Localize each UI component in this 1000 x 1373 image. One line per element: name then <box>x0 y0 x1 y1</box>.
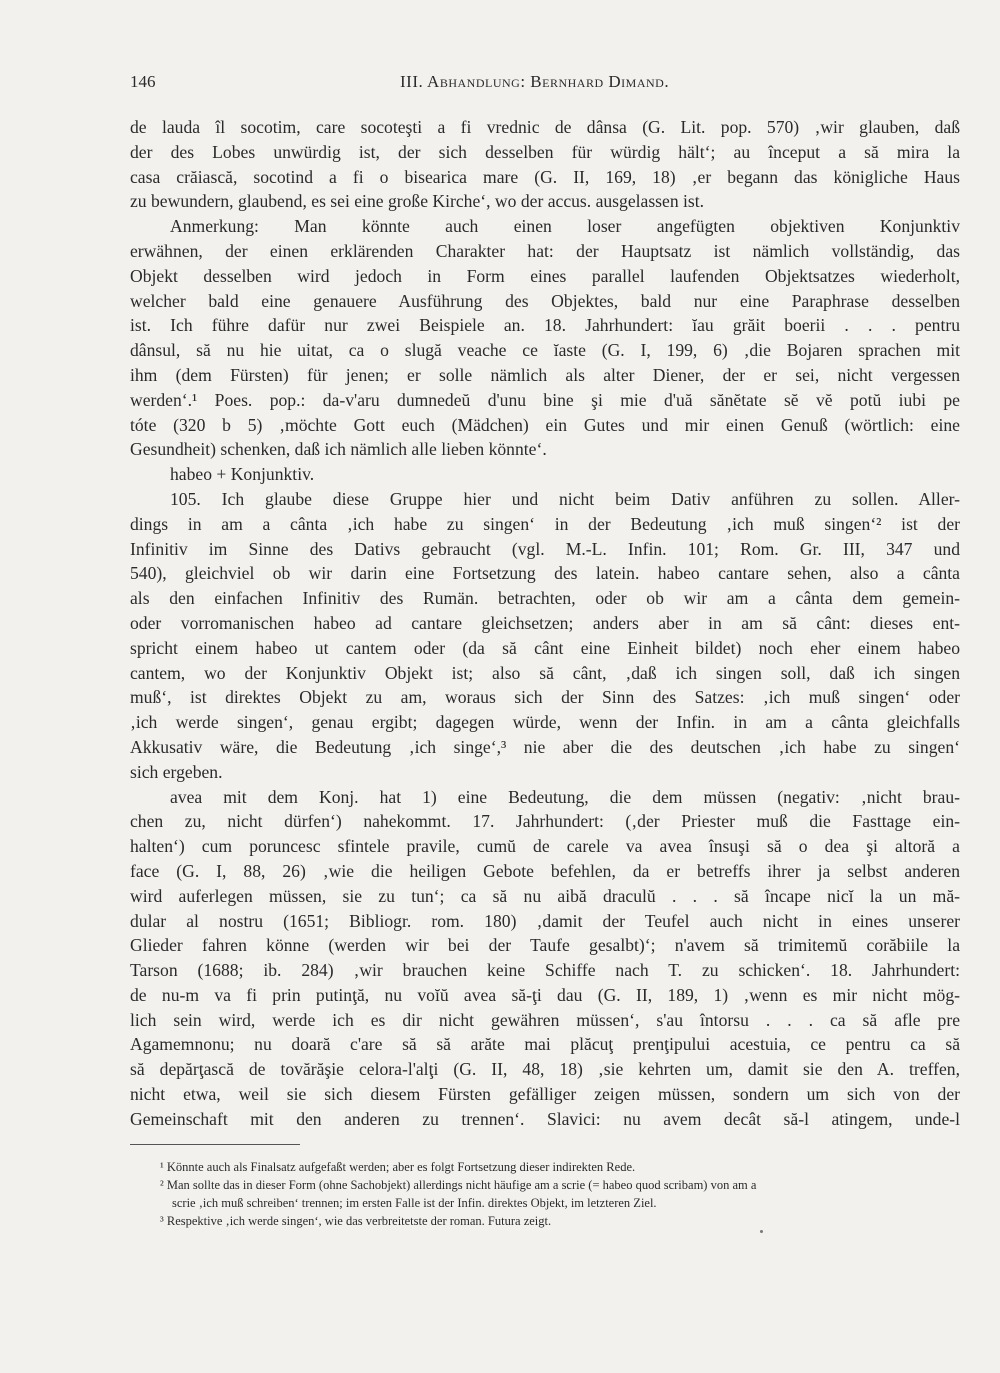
text-line: der des Lobes unwürdig ist, der sich desselben für würdig hält‘; au început a să mira la <box>130 141 960 162</box>
text-line: halten‘) cum poruncesc sfintele pravile, cumŭ de carele va avea însuşi să o dea şi altoră a <box>130 836 960 857</box>
text-line: Akkusativ wäre, die Bedeutung ‚ich singe‘,³ nie aber die des deutschen ‚ich habe zu singen‘ <box>130 736 960 757</box>
footnote-1: ¹ Könnte auch als Finalsatz aufgefaßt werden; aber es folgt Fortsetzung dieser indirekten Rede. <box>160 1160 636 1174</box>
text-line: 540), gleichviel ob wir darin eine Fortsetzung des latein. habeo cantare sehen, also a cânta <box>130 563 960 584</box>
footnote-2: ² Man sollte das in dieser Form (ohne Sachobjekt) allerdings nicht häufige am a scrie (= habeo quod scribam) von am a <box>160 1178 757 1192</box>
text-line: dular al nostru (1651; Bibliogr. rom. 180) ‚damit der Teufel auch nicht in eines unserer <box>130 910 960 931</box>
ink-speck <box>760 1230 763 1233</box>
text-line: als den einfachen Infinitiv des Rumän. betrachten, oder ob wir am a cânta dem gemein- <box>130 588 960 609</box>
section-heading: habeo + Konjunktiv. <box>170 464 315 485</box>
page-header <box>130 72 960 98</box>
text-line: lich sein wird, werde ich es dir nicht gewähren müssen‘, s'au întorsu . . . ca să afle pre <box>130 1009 960 1030</box>
text-line: Agamemnonu; nu doară c'are să să arăte mai plăcuţ prenţipului acestuia, ce pentru ca să <box>130 1034 960 1055</box>
text-line: Infinitiv im Sinne des Dativs gebraucht (vgl. M.-L. Infin. 101; Rom. Gr. III, 347 und <box>130 538 960 559</box>
text-line: nicht etwa, weil sie sich diesem Fürsten gefälliger zeigen müssen, sondern um sich von der <box>130 1084 960 1105</box>
text-line: ihm (dem Fürsten) für jenen; er solle nämlich als alter Diener, der er sei, nicht vergessen <box>130 364 960 385</box>
body-text <box>130 115 960 1132</box>
text-line: să depărţască de tovărăşie celora-l'alţi (G. II, 48, 18) ‚sie kehrten um, damit sie den A. treffen, <box>130 1059 960 1080</box>
text-line: muß‘, ist direktes Objekt zu am, woraus sich der Sinn des Satzes: ‚ich muß singen‘ oder <box>130 687 960 708</box>
text-line: face (G. I, 88, 26) ‚wie die heiligen Gebote befehlen, da er betreffs ihrer ja selbst anderen <box>130 860 960 881</box>
text-line: dânsul, să nu hie uitat, ca o slugă veache ce ĭaste (G. I, 199, 6) ‚die Bojaren sprachen mit <box>130 340 960 361</box>
text-line: avea mit dem Konj. hat 1) eine Bedeutung, die dem müssen (negativ: ‚nicht brau- <box>170 786 960 807</box>
text-line: Anmerkung: Man könnte auch einen loser angefügten objektiven Konjunktiv <box>170 216 960 237</box>
text-line: werden‘.¹ Poes. pop.: da-v'aru dumnedeŭ d'unu bine şi mie d'uă sănĕtate sĕ vĕ potŭ iubi pe <box>130 389 960 410</box>
text-line: sich ergeben. <box>130 761 223 782</box>
text-line: dings in am a cânta ‚ich habe zu singen‘ in der Bedeutung ‚ich muß singen‘² ist der <box>130 513 960 534</box>
text-line: 105. Ich glaube diese Gruppe hier und nicht beim Dativ anführen zu sollen. Aller- <box>170 488 960 509</box>
text-line: de lauda îl socotim, care socoteşti a fi vrednic de dânsa (G. Lit. pop. 570) ‚wir glauben, daß <box>130 117 960 137</box>
running-head: III. Abhandlung: Bernhard Dimand. <box>400 72 670 91</box>
text-line: casa crăiască, socotind a fi o bisearica mare (G. II, 169, 18) ‚er begann das königliche Haus <box>130 166 960 187</box>
text-line: Tarson (1688; ib. 284) ‚wir brauchen keine Schiffe nach T. zu schicken‘. 18. Jahrhundert: <box>130 960 960 981</box>
text-line: wird auferlegen müssen, sie zu tun‘; ca să nu aibă draculŭ . . . să încape nicĭ la un mă- <box>130 885 960 906</box>
text-line: zu bewundern, glaubend, es sei eine große Kirche‘, wo der accus. ausgelassen ist. <box>130 191 705 212</box>
text-line: de nu-m va fi prin putinţă, nu voĭŭ avea să-ţi dau (G. II, 189, 1) ‚wenn es mir nicht mög- <box>130 984 960 1005</box>
footnote-3: ³ Respektive ‚ich werde singen‘, wie das verbreitetste der roman. Futura zeigt. <box>160 1214 552 1228</box>
footnotes <box>160 1158 960 1230</box>
text-line: oder vorromanischen habeo ad cantare gleichsetzen; anders aber in am să cânt: dieses ent- <box>130 612 960 633</box>
text-line: welcher bald eine genauere Ausführung des Objektes, bald nur eine Paraphrase desselben <box>130 290 960 311</box>
text-line: ‚ich werde singen‘, genau ergibt; dagegen würde, wenn der Infin. in am a cânta gleichfalls <box>130 712 960 733</box>
text-line: Glieder fahren könne (werden wir bei der Taufe gesalbt)‘; n'avem să trimitemŭ corăbiile la <box>130 935 960 956</box>
text-line: erwähnen, der einen erklärenden Charakter hat: der Hauptsatz ist nämlich vollständig, das <box>130 240 960 261</box>
text-line: Gemeinschaft mit den anderen zu trennen‘. Slavici: nu avem decât să-l atingem, unde-l <box>130 1108 960 1129</box>
footnote-rule <box>130 1144 300 1145</box>
text-line: chen zu, nicht dürfen‘) nahekommt. 17. Jahrhundert: (‚der Priester muß die Fasttage ein- <box>130 811 960 832</box>
page-number: 146 <box>130 72 156 91</box>
text-line: ist. Ich führe dafür nur zwei Beispiele an. 18. Jahrhundert: ĭau grăit boerii . . . pentru <box>130 315 960 336</box>
text-line: Gesundheit) schenken, daß ich nämlich alle lieben könnte‘. <box>130 439 547 460</box>
text-line: spricht einem habeo ut cantem oder (da să cânt eine Einheit bildet) noch eher einem habeo <box>130 637 960 658</box>
text-line: Objekt desselben wird jedoch in Form eines parallel laufenden Objektsatzes wiederholt, <box>130 265 960 286</box>
text-line: tóte (320 b 5) ‚möchte Gott euch (Mädchen) ein Gutes und mir einen Genuß (wörtlich: eine <box>130 414 960 435</box>
footnote-2-continued: scrie ‚ich muß schreiben‘ trennen; im ersten Falle ist der Infin. direktes Objekt, im letzteren Ziel. <box>172 1196 657 1210</box>
text-line: cantem, wo der Konjunktiv Objekt ist; also să cânt, ‚daß ich singen soll, daß ich singen <box>130 662 960 683</box>
